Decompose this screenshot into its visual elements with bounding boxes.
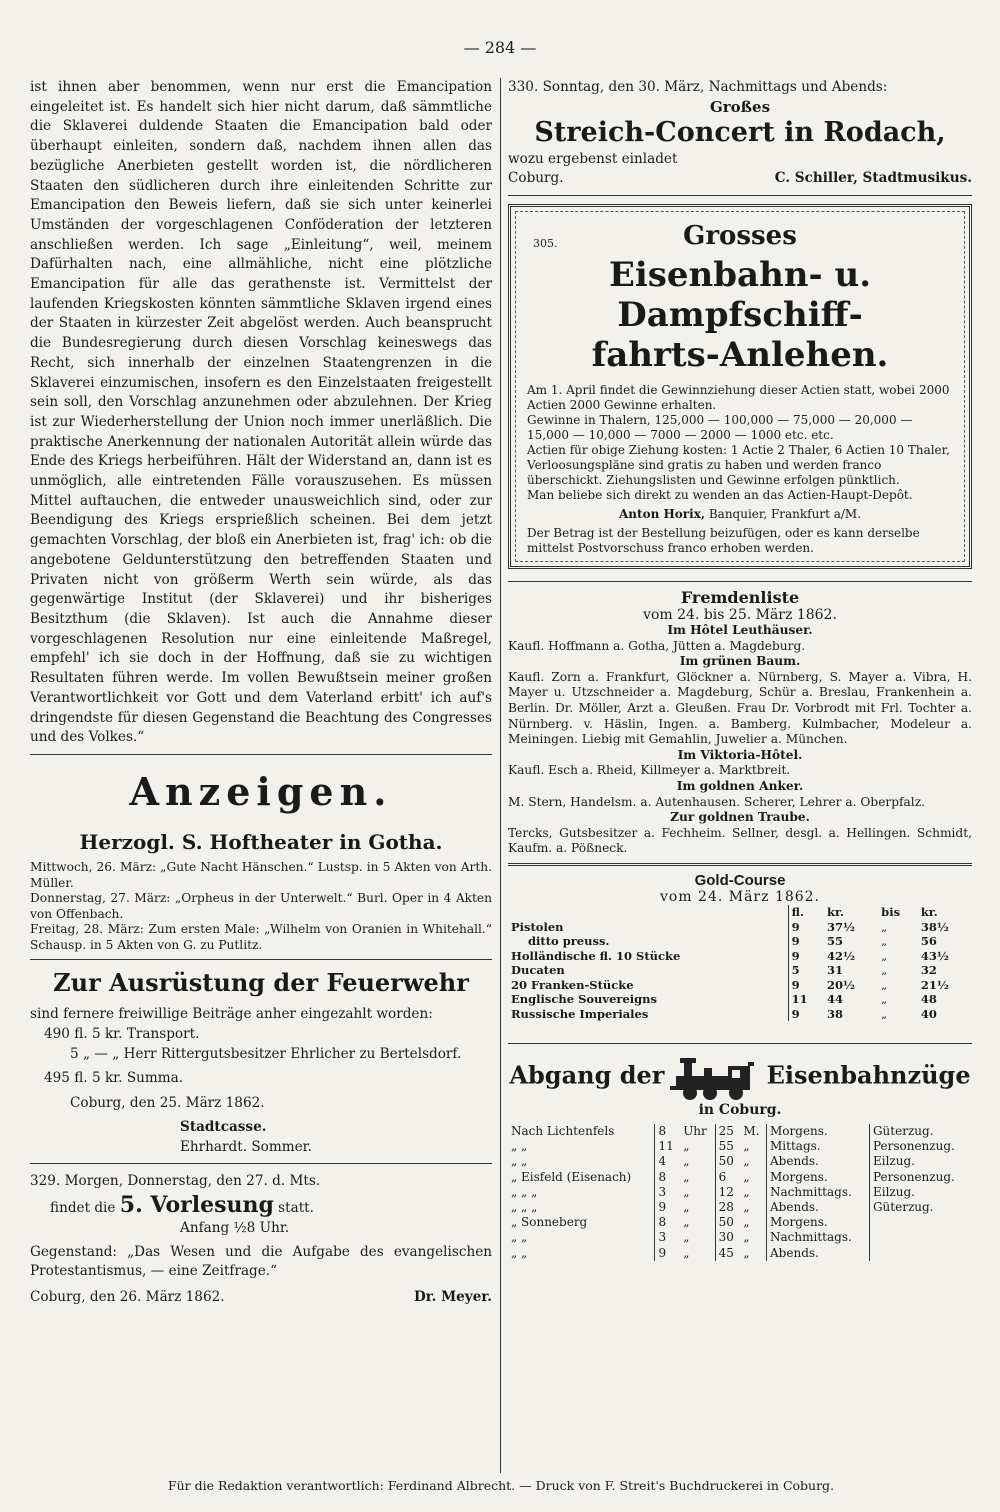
anleihe-ad	[508, 204, 972, 569]
table-row	[508, 1185, 972, 1200]
rail-cell: Güterzug.	[869, 1200, 972, 1215]
rail-cell: Mittags.	[767, 1139, 870, 1154]
vorlesung-title: 5. Vorlesung	[119, 1192, 274, 1219]
theater-ad	[30, 830, 492, 954]
column-divider	[500, 78, 501, 1473]
divider	[508, 195, 972, 196]
guest-list: M. Stern, Handelsm. a. Autenhausen. Scherer, Lehrer a. Oberpfalz.	[508, 794, 925, 809]
rail-cell: 45	[715, 1246, 740, 1261]
vorlesung-text: findet die	[50, 1200, 116, 1217]
concert-title: Streich-Concert in Rodach,	[534, 116, 946, 148]
divider	[508, 581, 972, 582]
rail-cell: 11	[655, 1139, 680, 1154]
table-row	[508, 1154, 972, 1169]
gold-header-row	[508, 905, 972, 920]
rail-cell: Abends.	[767, 1154, 870, 1169]
rail-cell: 12	[715, 1185, 740, 1200]
gold-cell: 37½	[826, 919, 855, 934]
rail-cell: Güterzug.	[869, 1124, 972, 1139]
rail-cell: Personenzug.	[869, 1170, 972, 1185]
gold-title: Gold-Course	[694, 872, 786, 890]
gold-cell: Pistolen	[511, 919, 564, 934]
rail-cell: Eilzug.	[869, 1185, 972, 1200]
gold-cell: 5	[788, 963, 824, 978]
gold-cell: 38½	[920, 919, 949, 934]
rail-cell: 50	[715, 1215, 740, 1230]
rail-cell: „	[743, 1139, 750, 1154]
theater-line: Freitag, 28. März: Zum ersten Male: „Wilhelm von Oranien in Whitehall.“ Schausp. in 5 Akten von G. zu Putlitz.	[30, 922, 492, 952]
gold-cell: ditto preuss.	[528, 934, 610, 949]
rail-cell: „	[743, 1245, 750, 1260]
feuerwehr-date: Coburg, den 25. März 1862.	[70, 1095, 265, 1112]
rail-cell: „	[743, 1215, 750, 1230]
hotel-name: Im Hôtel Leuthäuser.	[667, 623, 813, 638]
rail-cell: „	[743, 1200, 750, 1215]
vorlesung-date: Coburg, den 26. März 1862.	[30, 1288, 225, 1305]
fremdenliste-date: vom 24. bis 25. März 1862.	[643, 607, 837, 624]
anleihe-title: fahrts-Anlehen.	[591, 335, 889, 376]
theater-title: Herzogl. S. Hoftheater in Gotha.	[79, 829, 443, 854]
anleihe-text: Actien für obige Ziehung kosten: 1 Actie 2 Thaler, 6 Actien 10 Thaler, Verloosungspläne sind gratis zu haben und werden franco überschickt. Ziehungslisten und Gewinne erfolgen pünktlich.	[527, 443, 950, 488]
divider	[508, 863, 972, 866]
rail-cell: Eilzug.	[869, 1154, 972, 1169]
rail-cell: „ „	[511, 1230, 528, 1245]
gold-cell: 9	[788, 1007, 824, 1022]
rail-cell: 8	[655, 1215, 680, 1230]
rail-cell: Uhr	[683, 1124, 707, 1139]
gold-cell: 11	[788, 992, 824, 1007]
table-row	[508, 1170, 972, 1185]
rail-cell: 8	[655, 1170, 680, 1185]
hotel-name: Im Viktoria-Hôtel.	[677, 747, 803, 762]
gold-cell: „	[881, 948, 888, 963]
gold-course	[508, 872, 972, 1021]
vorlesung-time: Anfang ½8 Uhr.	[180, 1219, 290, 1236]
rail-cell: „ „	[511, 1245, 528, 1260]
gold-cell: „	[881, 963, 888, 978]
table-row	[508, 1215, 972, 1230]
table-row	[508, 1246, 972, 1261]
rail-cell: „	[683, 1230, 690, 1245]
gold-table	[508, 905, 972, 1021]
anleihe-number: 305.	[533, 237, 558, 251]
article-text: ist ihnen aber benommen, wenn nur erst die Emancipation eingeleitet ist. Es handelt sich hier nicht darum, daß sämmtliche die Sklaverei duldende Staaten die Emancipation bald oder überhaupt einleiten, sondern daß, nachdem ihnen allen das bezügliche Anerbieten gestellt worden ist, die nördlicheren Staaten den südlicheren durch ihre einleitenden Schritte zur Emancipation den Beweis liefern, daß sie sich unter keinerlei Umständen der vorgeschlagenen Conföderation der letzteren anschließen werden. Ich sage „Einleitung“, weil, meinem Dafürhalten nach, eine allmähliche, nicht eine plötzliche Emancipation für alle das gerathenste ist. Vermittelst der laufenden Kriegskosten könnten sämmtliche Sklaven irgend eines der Staaten in kürzester Zeit abgelöst werden. Auch beansprucht die Bundesregierung durch diesen Vorschlag keineswegs das Recht, sich innerhalb der einzelnen Staatengrenzen in die Sklaverei einzumischen, insofern es den Einzelstaaten freigestellt sein soll, den Vorschlag anzunehmen oder abzulehnen. Der Krieg ist zur Wiederherstellung der Union noch immer unerläßlich. Die praktische Anerkennung der nationalen Autorität allein würde das Ende des Kriegs herbeiführen. Hält der Widerstand an, dann ist es unmöglich, alle eintretenden Fälle vorauszusehen. Es müssen Mittel auftauchen, die entweder unausweichlich sind, oder zur Beendigung des Kriegs ersprießlich scheinen. Bei dem jetzt gemachten Vorschlag, der bloß ein Anerbieten ist, frag' ich: ob die angebotene Geldunterstützung den betreffenden Staaten und Privaten nicht von größerm Werth sein würde, als das gegenwärtige Institut (der Sklaverei) und ihr bisheriges Besitzthum (die Sklaven). Ist auch die Annahme dieser vorgeschlagenen Resolution nur eine einleitende Maßregel, empfehl' ich sie doch in der Hoffnung, daß sie zu wichtigen Resultaten führen werde. Im vollen Bewußtsein meiner großen Verantwortlichkeit vor Gott und dem Vaterland erbitt' ich auf's dringendste für diesen Gegenstand die Beachtung des Congresses und des Volkes.“	[30, 79, 492, 746]
rail-cell: „	[683, 1169, 690, 1184]
gold-cell: 21½	[920, 977, 949, 992]
gold-cell: 9	[788, 949, 824, 964]
rail-cell: Nachmittags.	[767, 1230, 870, 1245]
concert-signature: C. Schiller, Stadtmusikus.	[774, 170, 972, 187]
gold-cell: Englische Souvereigns	[511, 992, 658, 1007]
rail-cell: „	[683, 1245, 690, 1260]
divider	[508, 1043, 972, 1044]
gold-cell: 40	[920, 1006, 937, 1021]
rail-cell	[869, 1230, 972, 1245]
concert-line: 330. Sonntag, den 30. März, Nachmittags und Abends:	[508, 79, 888, 95]
rail-cell: „ „	[511, 1154, 528, 1169]
gold-header-cell	[508, 905, 788, 920]
anleihe-signature-rest: Banquier, Frankfurt a/M.	[708, 507, 862, 522]
rail-cell: Nach Lichtenfels	[511, 1124, 615, 1139]
rail-cell: „ „ „	[511, 1200, 538, 1215]
theater-line: Donnerstag, 27. März: „Orpheus in der Unterwelt.“ Burl. Oper in 4 Akten von Offenbach.	[30, 891, 492, 921]
concert-ad	[508, 78, 972, 189]
vorlesung-topic: Gegenstand: „Das Wesen und die Aufgabe des evangelischen Protestantismus, — eine Zeitfrage.“	[30, 1243, 492, 1280]
feuerwehr-title: Zur Ausrüstung der Feuerwehr	[53, 968, 469, 998]
rail-cell: „	[683, 1139, 690, 1154]
hotel-name: Zur goldnen Traube.	[670, 810, 810, 825]
vorlesung-ad	[30, 1172, 492, 1307]
gold-cell: 20 Franken-Stücke	[511, 977, 634, 992]
table-row	[508, 920, 972, 935]
guest-list: Kaufl. Zorn a. Frankfurt, Glöckner a. Nürnberg, S. Mayer a. Vibra, H. Mayer u. Utzschneider a. Magdeburg, Schür a. Breslau, Frankenhein a. Berlin. Dr. Möller, Arzt a. Gleußen. Frau Dr. Vorbrodt mit Frl. Tochter a. Nürnberg. v. Häslin, Ingen. a. Bamberg. Kulmbacher, Modeleur a. Meiningen. Liebig mit Gemahlin, Juwelier a. München.	[508, 669, 972, 747]
gold-cell: Holländische fl. 10 Stücke	[511, 948, 681, 963]
rail-cell: 55	[715, 1139, 740, 1154]
feuerwehr-ad	[30, 968, 492, 1157]
gold-cell: 9	[788, 978, 824, 993]
rail-cell: „ Sonneberg	[511, 1215, 588, 1230]
rail-cell: Abends.	[767, 1200, 870, 1215]
rail-title: Eisenbahnzüge	[766, 1060, 971, 1090]
gold-header-cell: kr.	[826, 905, 844, 920]
table-row	[508, 1007, 972, 1022]
anleihe-text: Gewinne in Thalern, 125,000 — 100,000 — 75,000 — 20,000 — 15,000 — 10,000 — 7000 — 2000 — 1000 etc. etc.	[527, 413, 913, 443]
anleihe-signature: Anton Horix,	[618, 507, 706, 522]
guest-list: Kaufl. Esch a. Rheid, Killmeyer a. Marktbreit.	[508, 763, 791, 778]
feuerwehr-names: Ehrhardt. Sommer.	[180, 1138, 312, 1155]
gold-cell: 20½	[826, 977, 855, 992]
theater-line: Mittwoch, 26. März: „Gute Nacht Hänschen.“ Lustsp. in 5 Akten von Arth. Müller.	[30, 859, 492, 890]
feuerwehr-office: Stadtcasse.	[180, 1118, 267, 1135]
gold-cell: „	[881, 919, 888, 934]
gold-cell: 31	[826, 963, 843, 978]
right-column	[508, 78, 972, 1261]
table-row	[508, 1124, 972, 1139]
rail-cell: Morgens.	[767, 1124, 870, 1139]
gold-header-cell: kr.	[920, 905, 938, 920]
anleihe-text: Am 1. April findet die Gewinnziehung dieser Actien statt, wobei 2000 Actien 2000 Gewinne erhalten.	[527, 383, 950, 413]
anleihe-text: Der Betrag ist der Bestellung beizufügen, oder es kann derselbe mittelst Postvorschuss franco erhoben werden.	[527, 526, 920, 556]
gold-cell: 42½	[826, 948, 855, 963]
hotel-name: Im grünen Baum.	[679, 654, 801, 669]
rail-cell: M.	[743, 1124, 760, 1139]
gold-cell: 9	[788, 934, 824, 949]
gold-cell: 38	[826, 1006, 843, 1021]
divider	[30, 959, 492, 960]
rail-cell: „	[683, 1215, 690, 1230]
gold-cell: 56	[920, 934, 937, 949]
rail-cell: 8	[655, 1124, 680, 1139]
concert-line: wozu ergebenst einladet	[508, 150, 678, 167]
rail-cell: Abends.	[767, 1246, 870, 1261]
guest-list: Kaufl. Hoffmann a. Gotha, Jütten a. Magdeburg.	[508, 638, 806, 653]
vorlesung-text: statt.	[278, 1200, 314, 1217]
hotel-name: Im goldnen Anker.	[676, 779, 804, 794]
footer-imprint: Für die Redaktion verantwortlich: Ferdinand Albrecht. — Druck von F. Streit's Buchdruckerei in Coburg.	[167, 1478, 835, 1493]
gold-cell: 32	[920, 963, 937, 978]
locomotive-icon	[670, 1056, 762, 1102]
rail-cell: 3	[655, 1230, 680, 1245]
anleihe-title: Grosses	[683, 221, 797, 252]
rail-cell: „	[743, 1184, 750, 1199]
gold-header-cell: bis	[881, 905, 901, 920]
rail-cell: „	[683, 1154, 690, 1169]
rail-cell: „ „ „	[511, 1184, 538, 1199]
feuerwehr-line: 490 fl. 5 kr. Transport.	[44, 1026, 200, 1043]
gold-cell: „	[881, 1006, 888, 1021]
gold-header-cell: fl.	[788, 905, 824, 920]
rail-cell: „	[683, 1184, 690, 1199]
gold-cell: Ducaten	[511, 963, 565, 978]
gold-cell: 9	[788, 920, 824, 935]
gold-cell: „	[881, 934, 888, 949]
table-row	[508, 963, 972, 978]
concert-line: Großes	[709, 97, 771, 116]
rail-cell: 4	[655, 1154, 680, 1169]
rail-cell: 9	[655, 1200, 680, 1215]
table-row	[508, 934, 972, 949]
rail-cell: 50	[715, 1154, 740, 1169]
rail-table	[508, 1124, 972, 1261]
gold-date: vom 24. März 1862.	[659, 889, 821, 906]
concert-place: Coburg.	[508, 170, 564, 187]
vorlesung-signature: Dr. Meyer.	[413, 1288, 492, 1305]
rail-cell: 25	[715, 1124, 740, 1139]
gold-cell: 48	[920, 992, 937, 1007]
gold-cell: 43½	[920, 948, 949, 963]
table-row	[508, 1139, 972, 1154]
rail-cell: „	[743, 1230, 750, 1245]
rail-cell: Morgens.	[767, 1170, 870, 1185]
rail-cell: Morgens.	[767, 1215, 870, 1230]
table-row	[508, 1230, 972, 1245]
feuerwehr-line: 5 „ — „ Herr Rittergutsbesitzer Ehrlicher zu Bertelsdorf.	[70, 1045, 462, 1062]
gold-cell: „	[881, 992, 888, 1007]
gold-cell: 44	[826, 992, 843, 1007]
feuerwehr-intro: sind fernere freiwillige Beiträge anher eingezahlt worden:	[30, 1006, 433, 1023]
railway-timetable	[508, 1056, 972, 1261]
table-row	[508, 992, 972, 1007]
rail-cell	[869, 1215, 972, 1230]
rail-cell: „	[743, 1154, 750, 1169]
rail-cell: 3	[655, 1185, 680, 1200]
anleihe-text: Man beliebe sich direkt zu wenden an das Actien-Haupt-Depôt.	[527, 488, 913, 503]
rail-cell: 6	[715, 1170, 740, 1185]
gold-cell: 55	[826, 934, 843, 949]
table-row	[508, 949, 972, 964]
vorlesung-line: 329. Morgen, Donnerstag, den 27. d. Mts.	[30, 1173, 321, 1190]
fremdenliste-sections	[508, 623, 972, 857]
fremdenliste	[508, 588, 972, 857]
rail-cell: 28	[715, 1200, 740, 1215]
page-number: — 284 —	[463, 38, 537, 57]
rail-title: Abgang der	[509, 1060, 665, 1090]
fremdenliste-title: Fremdenliste	[680, 588, 800, 608]
divider	[30, 754, 492, 755]
feuerwehr-sum: 495 fl. 5 kr. Summa.	[44, 1069, 184, 1086]
rail-cell: 30	[715, 1230, 740, 1245]
table-row	[508, 1200, 972, 1215]
anzeigen-title: Anzeigen.	[129, 768, 393, 814]
gold-cell: „	[881, 977, 888, 992]
left-column	[30, 78, 492, 1308]
rail-cell: „	[743, 1169, 750, 1184]
rail-subtitle: in Coburg.	[698, 1102, 782, 1119]
rail-cell	[869, 1246, 972, 1261]
rail-cell: Personenzug.	[869, 1139, 972, 1154]
gold-cell: Russische Imperiales	[511, 1006, 649, 1021]
guest-list: Tercks, Gutsbesitzer a. Fechheim. Sellner, desgl. a. Hellingen. Schmidt, Kaufm. a. Pößneck.	[508, 825, 972, 856]
rail-cell: „ „	[511, 1139, 528, 1154]
table-row	[508, 978, 972, 993]
anleihe-title: Eisenbahn- u. Dampfschiff-	[608, 255, 872, 336]
rail-cell: „	[683, 1200, 690, 1215]
rail-cell: „ Eisfeld (Eisenach)	[511, 1169, 632, 1184]
rail-cell: 9	[655, 1246, 680, 1261]
divider	[30, 1163, 492, 1164]
rail-cell: Nachmittags.	[767, 1185, 870, 1200]
